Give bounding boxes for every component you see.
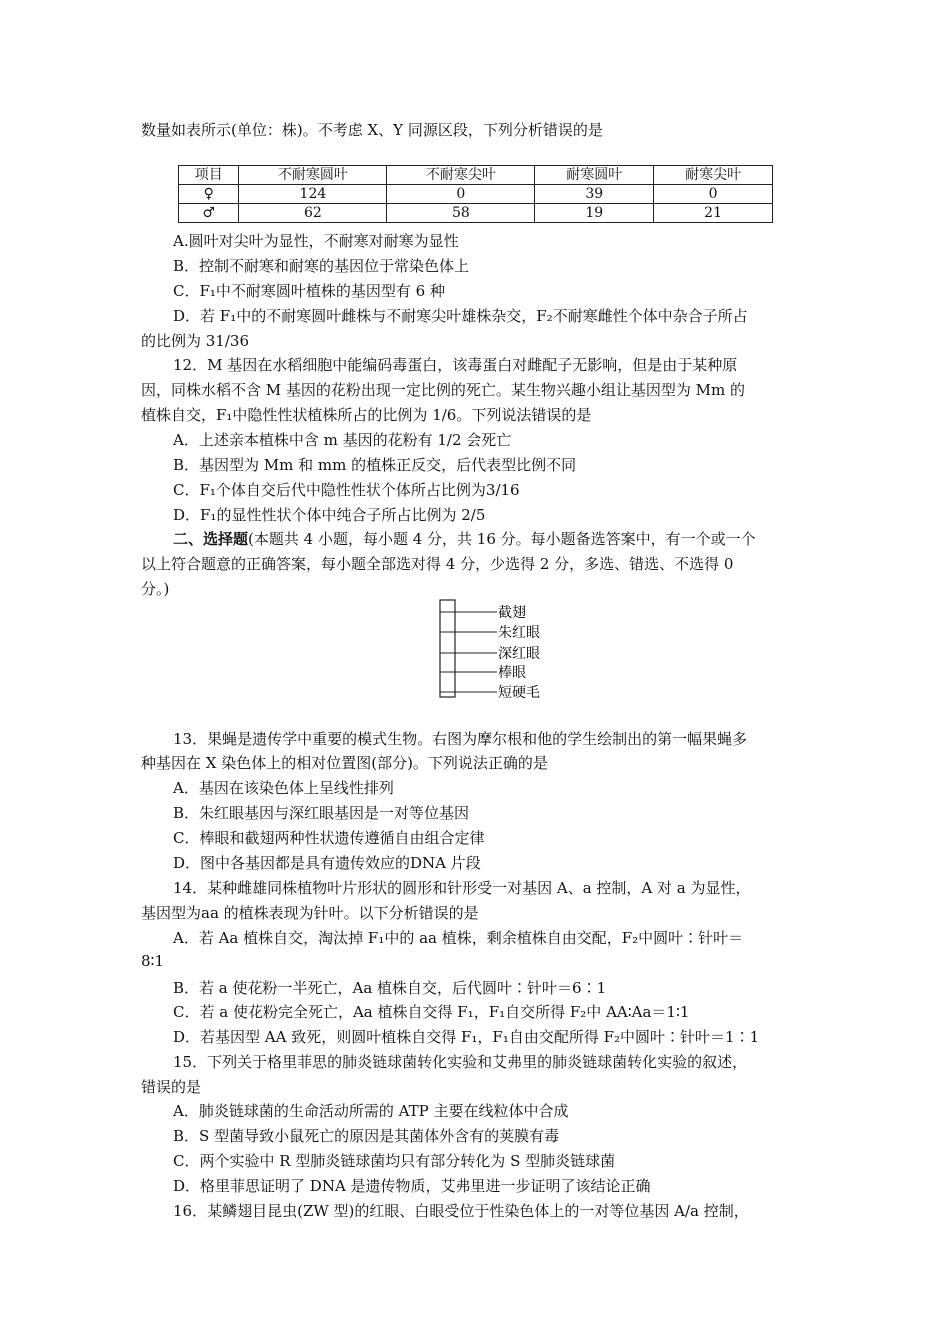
intro-text: 数量如表所示(单位：株)。不考虑 X、Y 同源区段，下列分析错误的是 bbox=[141, 121, 603, 139]
gene-label: 朱红眼 bbox=[498, 625, 540, 641]
table-header: 不耐寒尖叶 bbox=[387, 166, 535, 185]
q13-stem-cont: 种基因在 X 染色体上的相对位置图(部分)。下列说法正确的是 bbox=[141, 754, 548, 772]
table-header: 耐寒尖叶 bbox=[654, 166, 773, 185]
gene-label: 截翅 bbox=[498, 605, 526, 621]
q15-stem: 15．下列关于格里菲思的肺炎链球菌转化实验和艾弗里的肺炎链球菌转化实验的叙述， bbox=[173, 1053, 748, 1071]
gene-label: 短硬毛 bbox=[498, 685, 540, 701]
q14-option-a-cont: 8∶1 bbox=[141, 952, 164, 970]
q14-option-b: B．若 a 使花粉一半死亡，Aa 植株自交，后代圆叶∶针叶＝6∶1 bbox=[173, 979, 607, 997]
table-cell: ♀ bbox=[179, 185, 239, 204]
q11-option-b: B．控制不耐寒和耐寒的基因位于常染色体上 bbox=[173, 257, 470, 275]
q12-option-b: B．基因型为 Mm 和 mm 的植株正反交，后代表型比例不同 bbox=[173, 456, 577, 474]
table-cell: ♂ bbox=[179, 204, 239, 223]
q12-stem-cont: 因，同株水稻不含 M 基因的花粉出现一定比例的死亡。某生物兴趣小组让基因型为 Mm 的 bbox=[141, 381, 746, 399]
table-header: 不耐寒圆叶 bbox=[239, 166, 387, 185]
q15-option-b: B．S 型菌导致小鼠死亡的原因是其菌体外含有的荚膜有毒 bbox=[173, 1127, 560, 1145]
q14-option-d: D．若基因型 AA 致死，则圆叶植株自交得 F₁，F₁自由交配所得 F₂中圆叶∶针叶＝1∶1 bbox=[173, 1028, 760, 1046]
table-cell: 58 bbox=[387, 204, 535, 223]
q13-option-a: A．基因在该染色体上呈线性排列 bbox=[173, 779, 394, 797]
q13-stem: 13．果蝇是遗传学中重要的模式生物。右图为摩尔根和他的学生绘制出的第一幅果蝇多 bbox=[173, 730, 748, 748]
gene-label: 深红眼 bbox=[498, 646, 540, 662]
q14-option-a: A．若 Aa 植株自交，淘汰掉 F₁中的 aa 植株，剩余植株自由交配，F₂中圆叶∶针叶＝ bbox=[173, 929, 744, 947]
q12-stem-cont: 植株自交，F₁中隐性性状植株所占的比例为 1/6。下列说法错误的是 bbox=[141, 406, 592, 424]
q11-option-d: D．若 F₁中的不耐寒圆叶雌株与不耐寒尖叶雄株杂交，F₂不耐寒雌性个体中杂合子所占 bbox=[173, 307, 748, 325]
table-cell: 19 bbox=[535, 204, 654, 223]
table-header: 项目 bbox=[179, 166, 239, 185]
table-row bbox=[179, 204, 773, 223]
table-header: 耐寒圆叶 bbox=[535, 166, 654, 185]
q11-option-c: C．F₁中不耐寒圆叶植株的基因型有 6 种 bbox=[173, 282, 445, 300]
section-2-heading bbox=[173, 528, 756, 549]
q12-option-d: D．F₁的显性性状个体中纯合子所占比例为 2/5 bbox=[173, 506, 486, 524]
section-2-title: 二、选择题 bbox=[173, 530, 249, 548]
gene-label: 棒眼 bbox=[498, 665, 526, 681]
table-row bbox=[179, 185, 773, 204]
table-cell: 0 bbox=[654, 185, 773, 204]
table-header-row bbox=[179, 166, 773, 185]
chromosome-bar bbox=[440, 600, 455, 697]
q15-option-a: A．肺炎链球菌的生命活动所需的 ATP 主要在线粒体中合成 bbox=[173, 1102, 569, 1120]
table-cell: 124 bbox=[239, 185, 387, 204]
q11-option-d-cont: 的比例为 31/36 bbox=[141, 332, 249, 350]
section-2-instructions-cont: 以上符合题意的正确答案，每小题全部选对得 4 分，少选得 2 分，多选、错选、不选得 0 bbox=[141, 555, 734, 573]
q12-stem: 12．M 基因在水稻细胞中能编码毒蛋白，该毒蛋白对雌配子无影响，但是由于某种原 bbox=[173, 356, 738, 374]
x-chromosome-gene-map bbox=[439, 598, 579, 703]
q12-option-a: A．上述亲本植株中含 m 基因的花粉有 1/2 会死亡 bbox=[173, 431, 512, 449]
q12-option-c: C．F₁个体自交后代中隐性性状个体所占比例为3/16 bbox=[173, 481, 520, 499]
data-table bbox=[178, 165, 773, 223]
table-cell: 21 bbox=[654, 204, 773, 223]
q14-stem: 14．某种雌雄同株植物叶片形状的圆形和针形受一对基因 A、a 控制，A 对 a 为显性， bbox=[173, 879, 751, 897]
q13-option-b: B．朱红眼基因与深红眼基因是一对等位基因 bbox=[173, 804, 470, 822]
q14-option-c: C．若 a 使花粉完全死亡，Aa 植株自交得 F₁，F₁自交所得 F₂中 AA∶Aa＝1∶1 bbox=[173, 1003, 690, 1021]
table-cell: 0 bbox=[387, 185, 535, 204]
table-cell: 39 bbox=[535, 185, 654, 204]
q16-stem: 16．某鳞翅目昆虫(ZW 型)的红眼、白眼受位于性染色体上的一对等位基因 A/a 控制， bbox=[173, 1202, 749, 1220]
q14-stem-cont: 基因型为aa 的植株表现为针叶。以下分析错误的是 bbox=[141, 904, 479, 922]
section-2-instructions: (本题共 4 小题，每小题 4 分，共 16 分。每小题备选答案中，有一个或一个 bbox=[248, 530, 756, 548]
q11-option-a: A.圆叶对尖叶为显性，不耐寒对耐寒为显性 bbox=[173, 232, 459, 250]
q15-stem-cont: 错误的是 bbox=[141, 1078, 202, 1096]
q13-option-d: D．图中各基因都是具有遗传效应的DNA 片段 bbox=[173, 854, 481, 872]
table-cell: 62 bbox=[239, 204, 387, 223]
q15-option-d: D．格里菲思证明了 DNA 是遗传物质，艾弗里进一步证明了该结论正确 bbox=[173, 1177, 651, 1195]
q13-option-c: C．棒眼和截翅两种性状遗传遵循自由组合定律 bbox=[173, 829, 485, 847]
section-2-instructions-cont: 分。) bbox=[141, 580, 170, 598]
q15-option-c: C．两个实验中 R 型肺炎链球菌均只有部分转化为 S 型肺炎链球菌 bbox=[173, 1152, 616, 1170]
